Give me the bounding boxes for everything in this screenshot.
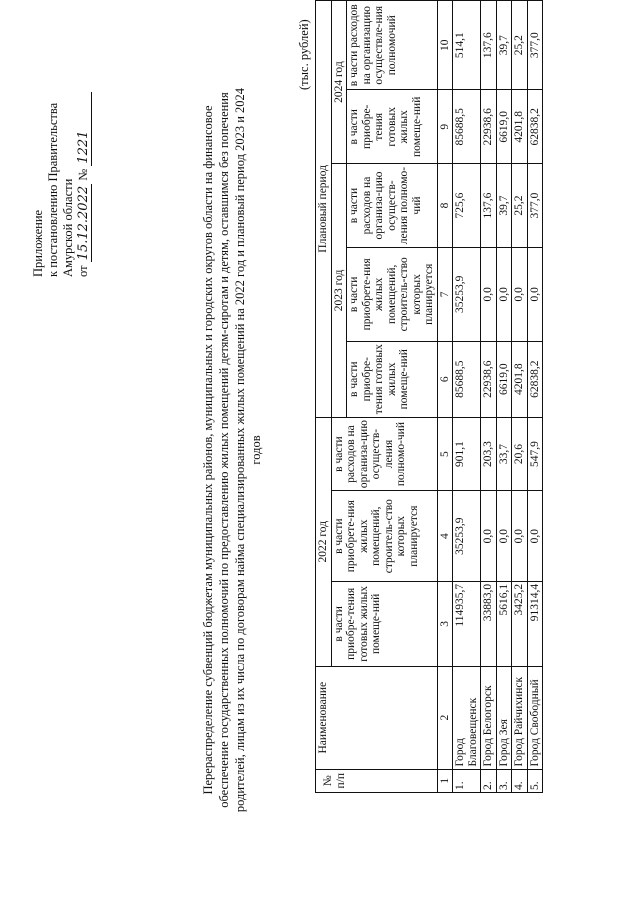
- row-name: Город Зея: [496, 666, 512, 769]
- row-name: Город Белогорск: [481, 666, 497, 769]
- row-number: 3.: [496, 769, 512, 792]
- column-index: 6: [437, 341, 453, 417]
- cell-value: 0,0: [496, 491, 512, 581]
- cell-value: 62838,2: [527, 341, 543, 417]
- header-year-2024: 2024 год: [331, 1, 347, 164]
- cell-value: 377,0: [527, 1, 543, 90]
- column-index: 2: [437, 666, 453, 769]
- unit-label: (тыс. рублей): [297, 19, 311, 90]
- column-index: 3: [437, 581, 453, 666]
- cell-value: 0,0: [527, 491, 543, 581]
- cell-value: 0,0: [512, 491, 528, 581]
- cell-value: 35253,9: [453, 247, 481, 341]
- column-index: 7: [437, 247, 453, 341]
- cell-value: 514,1: [453, 1, 481, 90]
- subvention-table: [315, 0, 543, 793]
- cell-value: 0,0: [512, 247, 528, 341]
- cell-value: 33,7: [496, 417, 512, 491]
- cell-value: 6619,0: [496, 341, 512, 417]
- cell-value: 3425,2: [512, 581, 528, 666]
- appendix-date-line: [76, 7, 92, 277]
- column-index: 8: [437, 164, 453, 248]
- row-name: Город Свободный: [527, 666, 543, 769]
- cell-value: 20,6: [512, 417, 528, 491]
- column-number-row: [437, 1, 453, 793]
- handwritten-date: 15.12.2022: [76, 185, 91, 261]
- table-row: [527, 1, 543, 793]
- header-2023-construction: в части приобрете-ния жилых помещений, строитель-ство которых планируется: [347, 247, 438, 341]
- appendix-line-region: Амурской области: [61, 178, 75, 277]
- column-index: 4: [437, 491, 453, 581]
- cell-value: 137,6: [481, 164, 497, 248]
- cell-value: 22938,6: [481, 90, 497, 164]
- cell-value: 0,0: [527, 247, 543, 341]
- header-planned-period: Плановый период: [316, 1, 332, 418]
- header-number: № п/п: [316, 769, 438, 792]
- appendix-line-resolution: к постановлению Правительства: [46, 102, 60, 277]
- cell-value: 547,9: [527, 417, 543, 491]
- header-2023-ready: в части приобре-тения готовых жилых помеще-ний: [347, 341, 438, 417]
- cell-value: 22938,6: [481, 341, 497, 417]
- row-number: 5.: [527, 769, 543, 792]
- cell-value: 137,6: [481, 1, 497, 90]
- table-row: [453, 1, 481, 793]
- number-prefix: №: [76, 168, 90, 181]
- column-index: 9: [437, 90, 453, 164]
- row-number: 1.: [453, 769, 481, 792]
- header-year-2023: 2023 год: [331, 164, 347, 418]
- row-number: 4.: [512, 769, 528, 792]
- cell-value: 85688,5: [453, 90, 481, 164]
- column-index: 5: [437, 417, 453, 491]
- cell-value: 85688,5: [453, 341, 481, 417]
- table-row: [481, 1, 497, 793]
- header-2022-ready: в части приобре-тения готовых жилых помеще-ний: [331, 581, 437, 666]
- cell-value: 0,0: [481, 491, 497, 581]
- cell-value: 725,6: [453, 164, 481, 248]
- table-row: [496, 1, 512, 793]
- cell-value: 91314,4: [527, 581, 543, 666]
- handwritten-number: 1221: [76, 92, 92, 166]
- cell-value: 0,0: [481, 247, 497, 341]
- cell-value: 4201,8: [512, 341, 528, 417]
- header-2024-ready: в части приобре-тения готовых жилых помеще-ний: [347, 90, 438, 164]
- cell-value: 33883,0: [481, 581, 497, 666]
- cell-value: 35253,9: [453, 491, 481, 581]
- header-2023-expenses: в части расходов на организа-цию осуществ-ления полномо-чий: [347, 164, 438, 248]
- header-year-2022: 2022 год: [316, 417, 332, 666]
- cell-value: 6619,0: [496, 90, 512, 164]
- header-name: Наименование: [316, 666, 438, 769]
- cell-value: 25,2: [512, 164, 528, 248]
- header-2022-construction: в части приобрете-ния жилых помещений, строитель-ство которых планируется: [331, 491, 437, 581]
- table-row: [512, 1, 528, 793]
- header-2024-expenses: в части расходов на организацию осуществле-ния полномочий: [347, 1, 438, 90]
- cell-value: 0,0: [496, 247, 512, 341]
- cell-value: 4201,8: [512, 90, 528, 164]
- document-title: Перераспределение субвенций бюджетам муниципальных районов, муниципальных и городских округов области на финансовое обеспечение государственных полномочий по предоставлению жилых помещений детям-сиротам и детям, оставшимся без попечения родителей, лицам из их числа по договорам найма специализированных жилых помещений на 2022 год и плановый период 2023 и 2024 годов: [201, 87, 263, 813]
- appendix-block: [31, 7, 92, 277]
- cell-value: 25,2: [512, 1, 528, 90]
- cell-value: 62838,2: [527, 90, 543, 164]
- cell-value: 5616,1: [496, 581, 512, 666]
- cell-value: 114935,7: [453, 581, 481, 666]
- appendix-title: Приложение: [31, 209, 45, 277]
- header-2022-expenses: в части расходов на организа-цию осуществ-ления полномо-чий: [331, 417, 437, 491]
- cell-value: 901,1: [453, 417, 481, 491]
- cell-value: 203,3: [481, 417, 497, 491]
- cell-value: 39,7: [496, 164, 512, 248]
- cell-value: 377,0: [527, 164, 543, 248]
- date-prefix: от: [76, 265, 90, 277]
- cell-value: 39,7: [496, 1, 512, 90]
- column-index: 10: [437, 1, 453, 90]
- row-name: Город Благовещенск: [453, 666, 481, 769]
- column-index: 1: [437, 769, 453, 792]
- row-number: 2.: [481, 769, 497, 792]
- row-name: Город Райчихинск: [512, 666, 528, 769]
